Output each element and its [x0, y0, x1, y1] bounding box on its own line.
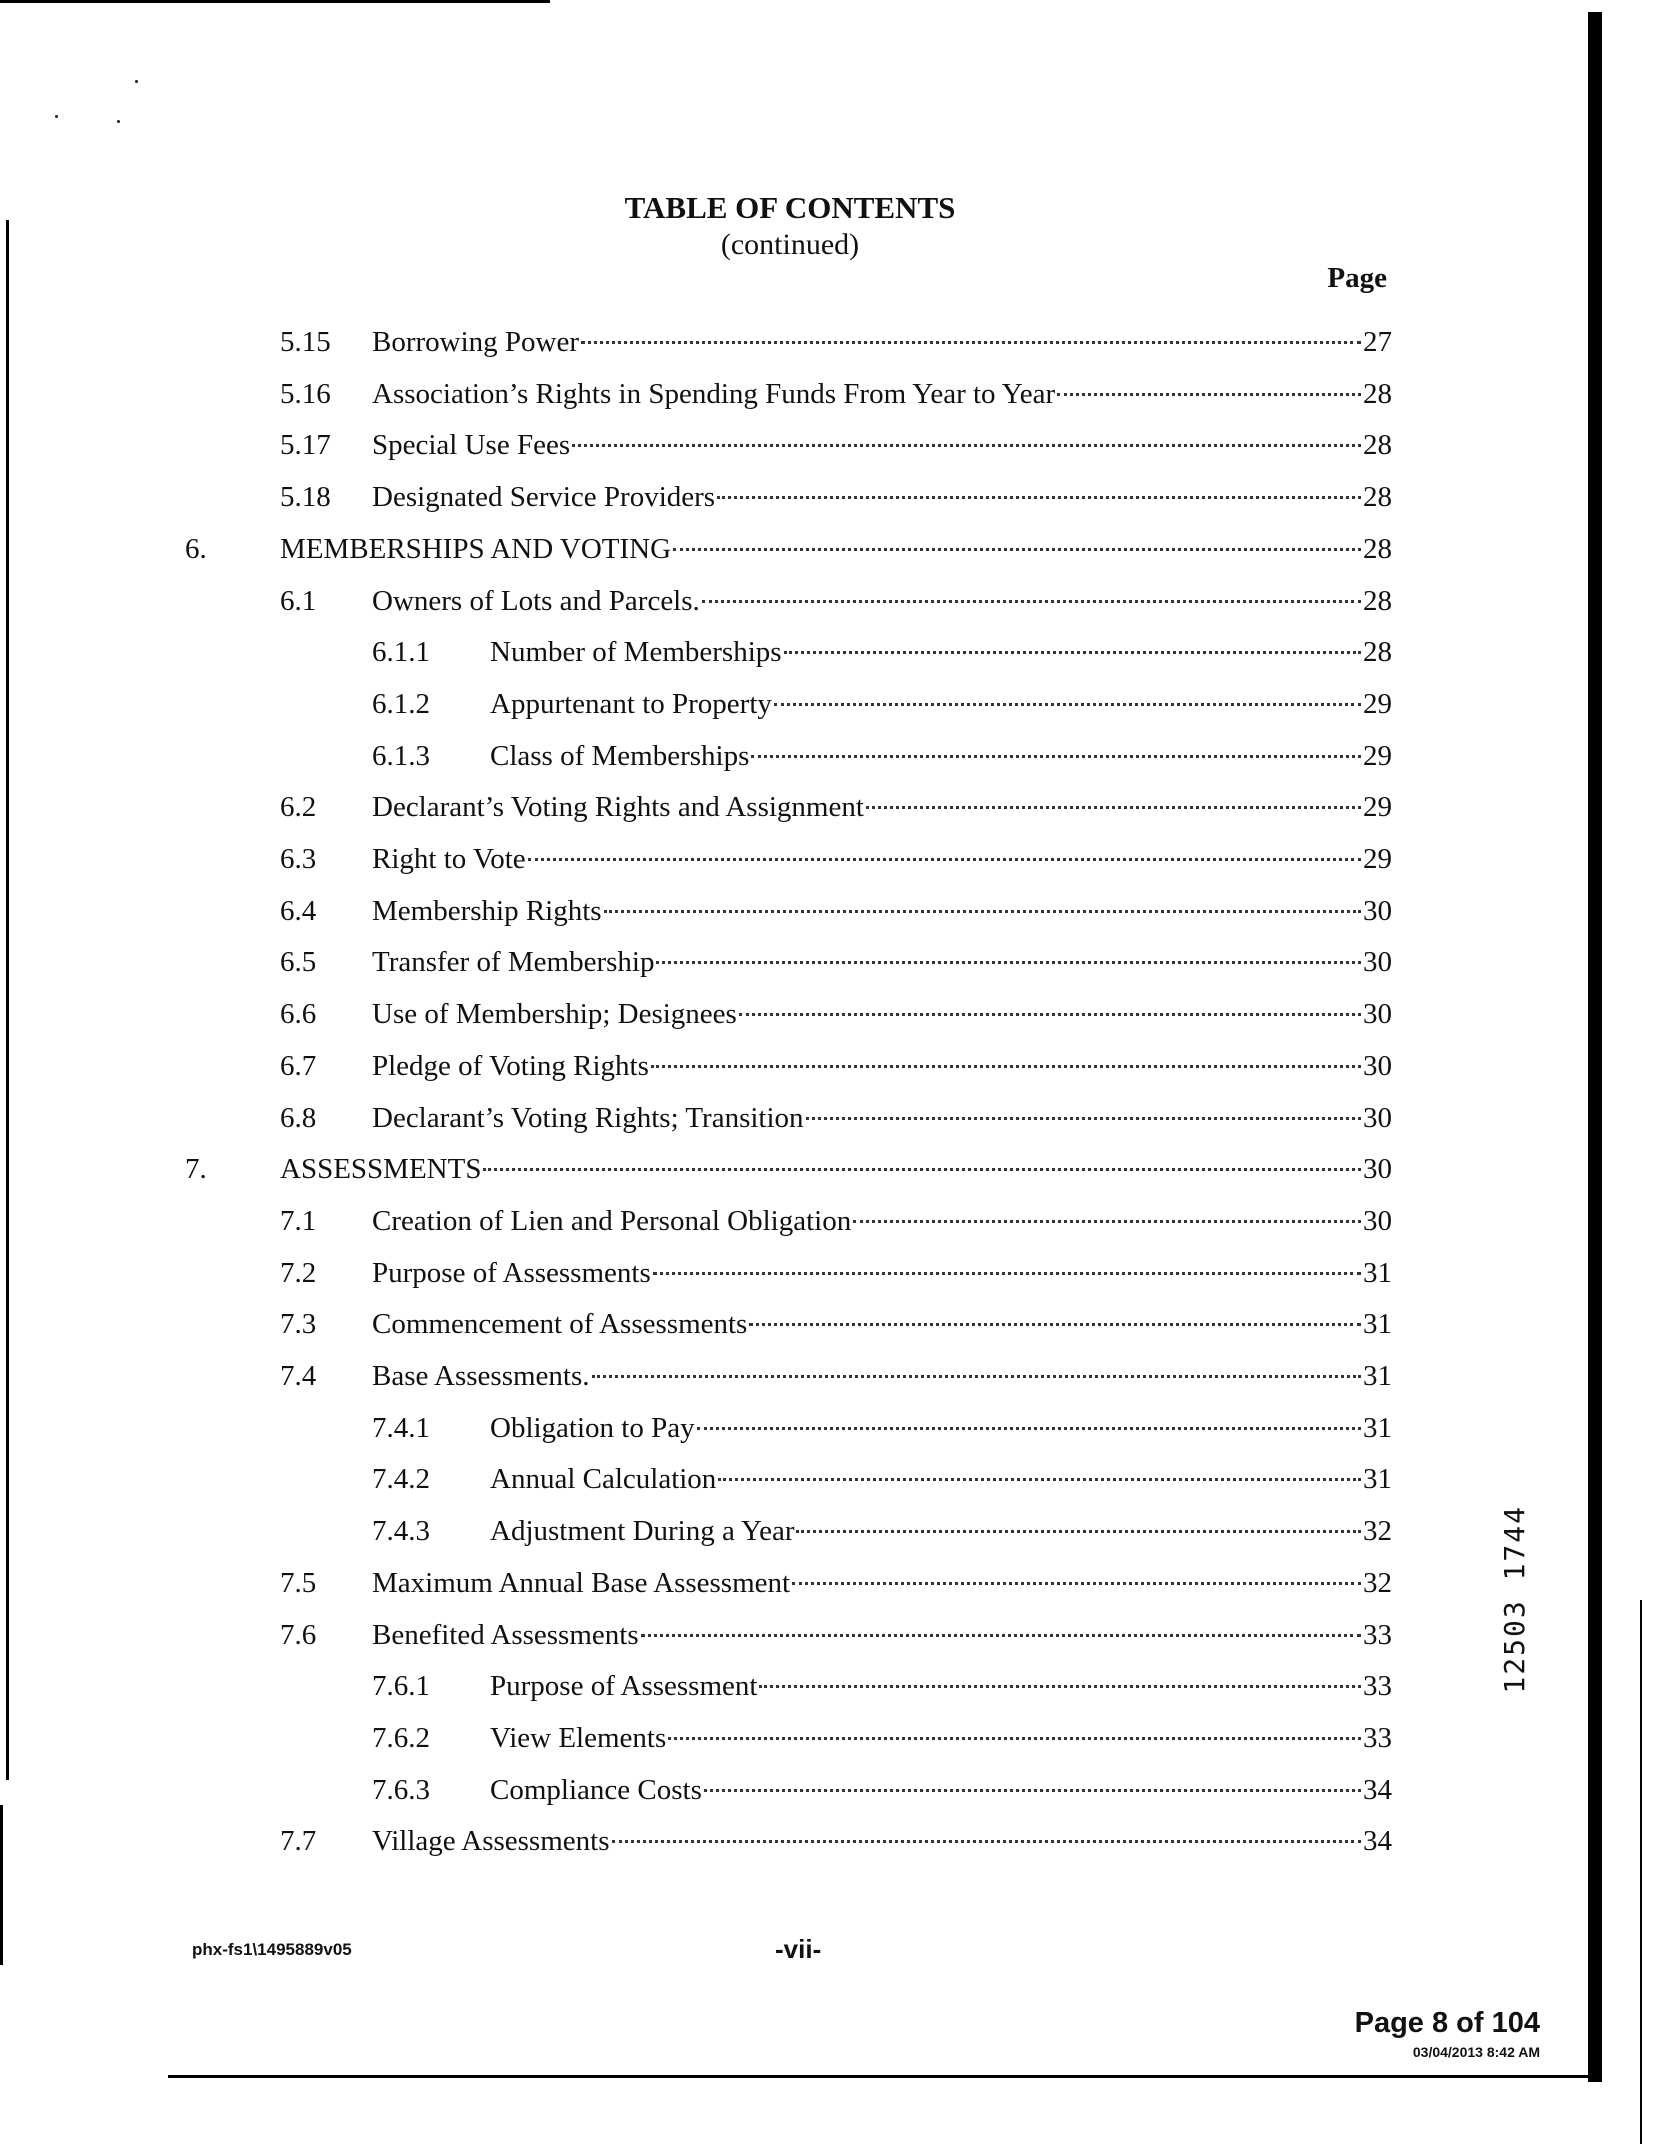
toc-title: TABLE OF CONTENTS: [624, 190, 956, 225]
toc-entry-number: 6.1.1: [372, 636, 430, 669]
toc-entry: [280, 374, 1392, 414]
dot-leader: [656, 961, 1361, 964]
toc-entry-row: [372, 322, 1392, 362]
toc-entry-row: [490, 1511, 1392, 1551]
toc-entry-number: 5.18: [280, 481, 331, 514]
scan-edge-bottom: [168, 2075, 1588, 2078]
toc-entry-row: [372, 1356, 1392, 1396]
dot-leader: [792, 1582, 1361, 1585]
dot-leader: [592, 1375, 1362, 1378]
toc-entry: [280, 1356, 1392, 1396]
toc-entry-number: 7.2: [280, 1256, 317, 1289]
toc-entry-number: 6.2: [280, 791, 317, 824]
toc-entry-number: 5.17: [280, 429, 331, 462]
toc-entry-label: Right to Vote: [372, 843, 526, 875]
scan-speck: [117, 120, 120, 123]
toc-entry-page: 31: [1363, 1463, 1392, 1496]
toc-subtitle: (continued): [720, 228, 860, 261]
toc-entry-page: 32: [1363, 1566, 1392, 1599]
toc-entry: [280, 1098, 1392, 1138]
toc-entry-page: 29: [1363, 739, 1392, 772]
dot-leader: [784, 651, 1361, 654]
toc-entry: [280, 787, 1392, 827]
scan-edge-top: [0, 0, 550, 3]
toc-entry-label: Adjustment During a Year: [490, 1515, 795, 1548]
toc-entry-number: 7.6.2: [372, 1721, 430, 1754]
dot-leader: [641, 1634, 1361, 1637]
toc-entry: [280, 1821, 1392, 1861]
dot-leader: [668, 1737, 1361, 1740]
toc-entry: [280, 1304, 1392, 1344]
toc-entry-page: 30: [1363, 998, 1392, 1031]
dot-leader: [612, 1840, 1362, 1843]
toc-entry-number: 7.4: [280, 1360, 317, 1392]
toc-entry-number: 6.1.2: [372, 687, 430, 720]
scan-edge-right: [1588, 12, 1602, 2082]
toc-entry-page: 30: [1363, 1101, 1392, 1134]
toc-entry-label: MEMBERSHIPS AND VOTING: [280, 532, 672, 565]
toc-entry-label: Special Use Fees: [372, 429, 571, 462]
dot-leader: [528, 858, 1361, 861]
toc-entry-page: 30: [1363, 1153, 1392, 1186]
toc-entry-page: 31: [1363, 1411, 1392, 1444]
scan-edge-left: [6, 220, 9, 1780]
toc-entry-row: [372, 1201, 1392, 1241]
toc-entry-page: 28: [1363, 481, 1392, 514]
toc-entry-label: Declarant’s Voting Rights and Assignment: [372, 791, 864, 824]
toc-entry-row: [490, 632, 1392, 672]
toc-entry-page: 31: [1363, 1256, 1392, 1289]
dot-leader: [774, 703, 1361, 706]
timestamp-stamp: 03/04/2013 8:42 AM: [1412, 2044, 1540, 2060]
toc-entry-number: 7.6: [280, 1618, 317, 1651]
toc-entry-number: 6.: [185, 532, 207, 565]
toc-entry-page: 31: [1363, 1360, 1392, 1392]
toc-entry-number: 7.6.1: [372, 1670, 430, 1703]
toc-entry-row: [372, 891, 1392, 931]
dot-leader: [866, 806, 1361, 809]
toc-entry-number: 7.: [185, 1153, 207, 1186]
toc-entry: [280, 994, 1392, 1034]
toc-entry-number: 6.4: [280, 894, 317, 927]
roman-page-number: -vii-: [775, 1934, 822, 1964]
toc-entry-number: 7.4.2: [372, 1463, 430, 1496]
toc-entry-label: Owners of Lots and Parcels.: [372, 584, 700, 617]
dot-leader: [483, 1168, 1361, 1171]
dot-leader: [806, 1117, 1361, 1120]
toc-entry-label: Association’s Rights in Spending Funds From Year to Year: [372, 377, 1056, 410]
toc-entry-number: 6.3: [280, 843, 317, 875]
toc-entry-number: 7.1: [280, 1204, 317, 1237]
toc-entry-label: Compliance Costs: [490, 1773, 702, 1806]
toc-entry-label: Transfer of Membership: [372, 946, 655, 979]
toc-entry-row: [490, 684, 1392, 724]
toc-entry-label: Borrowing Power: [372, 326, 580, 358]
toc-entry-row: [280, 529, 1392, 569]
toc-entry-row: [372, 374, 1392, 414]
toc-entry-label: Creation of Lien and Personal Obligation: [372, 1204, 852, 1237]
toc-entry-page: 34: [1363, 1825, 1392, 1858]
toc-entry-label: Declarant’s Voting Rights; Transition: [372, 1101, 804, 1134]
dot-leader: [581, 341, 1361, 344]
toc-entry-row: [372, 425, 1392, 465]
toc-entry: [372, 1718, 1392, 1758]
toc-entry: [280, 1253, 1392, 1293]
toc-entry-number: 5.15: [280, 326, 331, 358]
toc-entry-label: View Elements: [490, 1721, 667, 1754]
toc-entry: [372, 1408, 1392, 1448]
toc-entry-number: 6.7: [280, 1049, 317, 1082]
toc-entry-label: Annual Calculation: [490, 1463, 717, 1496]
dot-leader: [751, 755, 1361, 758]
toc-entry: [372, 632, 1392, 672]
dot-leader: [796, 1530, 1361, 1533]
dot-leader: [749, 1323, 1361, 1326]
toc-entry-number: 7.3: [280, 1308, 317, 1341]
toc-entry-page: 33: [1363, 1670, 1392, 1703]
toc-entry-page: 30: [1363, 946, 1392, 979]
toc-entry-page: 28: [1363, 377, 1392, 410]
toc-entry-page: 28: [1363, 636, 1392, 669]
toc-entry: [372, 1459, 1392, 1499]
toc-entry-row: [490, 1718, 1392, 1758]
toc-entry-page: 31: [1363, 1308, 1392, 1341]
dot-leader: [572, 444, 1361, 447]
toc-entry: [280, 1615, 1392, 1655]
toc-entry-label: Appurtenant to Property: [490, 687, 772, 720]
toc-entry-number: 7.6.3: [372, 1773, 430, 1806]
toc-entry-row: [372, 994, 1392, 1034]
dot-leader: [759, 1685, 1361, 1688]
toc-entry-page: 29: [1363, 687, 1392, 720]
toc-entry-number: 6.6: [280, 998, 317, 1031]
toc-entry-number: 7.5: [280, 1566, 317, 1599]
dot-leader: [604, 910, 1361, 913]
toc-entry-row: [280, 1149, 1392, 1189]
toc-entry-page: 33: [1363, 1721, 1392, 1754]
toc-entry-row: [490, 1666, 1392, 1706]
toc-entry: [280, 581, 1392, 621]
toc-entry-page: 32: [1363, 1515, 1392, 1548]
toc-entry-row: [490, 1459, 1392, 1499]
dot-leader: [739, 1013, 1361, 1016]
toc-entry-label: Membership Rights: [372, 894, 602, 927]
scan-speck: [135, 80, 138, 83]
toc-entry-row: [372, 1304, 1392, 1344]
toc-entry-page: 30: [1363, 1049, 1392, 1082]
toc-entry-number: 6.5: [280, 946, 317, 979]
dot-leader: [673, 548, 1361, 551]
toc-entry-row: [372, 839, 1392, 879]
toc-entry-number: 7.7: [280, 1825, 317, 1858]
toc-entry: [280, 1201, 1392, 1241]
dot-leader: [697, 1427, 1361, 1430]
toc-entry: [185, 1149, 1392, 1189]
toc-entry: [280, 839, 1392, 879]
toc-entry-number: 6.8: [280, 1101, 317, 1134]
toc-entry: [372, 1666, 1392, 1706]
toc-entry-row: [490, 736, 1392, 776]
toc-entry: [280, 1046, 1392, 1086]
toc-entry: [372, 684, 1392, 724]
page-count-stamp: Page 8 of 104: [1354, 2007, 1540, 2039]
toc-entry-row: [372, 1821, 1392, 1861]
document-id: phx-fs1\1495889v05: [192, 1940, 352, 1959]
toc-entry: [280, 425, 1392, 465]
toc-entry-page: 30: [1363, 894, 1392, 927]
toc-entry-label: Purpose of Assessments: [372, 1256, 651, 1289]
page-column-header: Page: [1327, 262, 1387, 294]
dot-leader: [653, 1272, 1361, 1275]
toc-entry: [280, 891, 1392, 931]
toc-entry-page: 29: [1363, 791, 1392, 824]
toc-entry-page: 30: [1363, 1204, 1392, 1237]
scan-edge-right-thin: [1640, 1600, 1642, 2144]
toc-entry-label: Pledge of Voting Rights: [372, 1049, 649, 1082]
dot-leader: [718, 1478, 1361, 1481]
toc-entry-label: Class of Memberships: [490, 739, 750, 772]
toc-entry: [280, 322, 1392, 362]
toc-entry-page: 33: [1363, 1618, 1392, 1651]
toc-entry-page: 34: [1363, 1773, 1392, 1806]
toc-entry-row: [372, 787, 1392, 827]
toc-entry: [280, 477, 1392, 517]
toc-entry-number: 7.4.1: [372, 1411, 430, 1444]
recording-number-stamp: 12503 1744: [1498, 1505, 1531, 1694]
toc-entry: [185, 529, 1392, 569]
toc-entry-label: Designated Service Providers: [372, 481, 716, 514]
toc-entry-page: 27: [1363, 326, 1392, 358]
toc-entry-row: [372, 581, 1392, 621]
toc-entry: [280, 1563, 1392, 1603]
toc-entry-label: Commencement of Assessments: [372, 1308, 748, 1341]
dot-leader: [651, 1065, 1361, 1068]
scan-edge-left-lower: [0, 1805, 3, 1965]
toc-entry-page: 28: [1363, 429, 1392, 462]
toc-entry-row: [372, 1615, 1392, 1655]
dot-leader: [702, 600, 1361, 603]
toc-entry-label: Village Assessments: [372, 1825, 610, 1858]
toc-entry: [372, 1511, 1392, 1551]
scan-speck: [55, 115, 58, 118]
toc-entry-label: ASSESSMENTS: [280, 1153, 482, 1186]
toc-entry-row: [490, 1770, 1392, 1810]
toc-entry-label: Number of Memberships: [490, 636, 782, 669]
toc-entry-label: Obligation to Pay: [490, 1411, 695, 1444]
toc-entry-row: [372, 942, 1392, 982]
toc-entry-page: 28: [1363, 532, 1392, 565]
toc-entry-label: Maximum Annual Base Assessment: [372, 1566, 791, 1599]
toc-entry-row: [372, 477, 1392, 517]
toc-entry-row: [490, 1408, 1392, 1448]
toc-entry-number: 7.4.3: [372, 1515, 430, 1548]
toc-entry: [372, 1770, 1392, 1810]
toc-entry-number: 6.1.3: [372, 739, 430, 772]
toc-entry-row: [372, 1563, 1392, 1603]
toc-entry-label: Use of Membership; Designees: [372, 998, 737, 1031]
toc-entry-page: 29: [1363, 843, 1392, 875]
toc-entry-row: [372, 1253, 1392, 1293]
dot-leader: [717, 496, 1361, 499]
toc-entry-number: 5.16: [280, 377, 331, 410]
toc-entry-row: [372, 1098, 1392, 1138]
toc-entry-row: [372, 1046, 1392, 1086]
toc-entry-label: Purpose of Assessment: [490, 1670, 758, 1703]
toc-entry: [372, 736, 1392, 776]
toc-entry-page: 28: [1363, 584, 1392, 617]
dot-leader: [853, 1220, 1361, 1223]
toc-entry-label: Benefited Assessments: [372, 1618, 639, 1651]
toc-entry-number: 6.1: [280, 584, 317, 617]
toc-entry: [280, 942, 1392, 982]
dot-leader: [704, 1789, 1361, 1792]
dot-leader: [1057, 393, 1361, 396]
toc-entry-label: Base Assessments.: [372, 1360, 590, 1392]
